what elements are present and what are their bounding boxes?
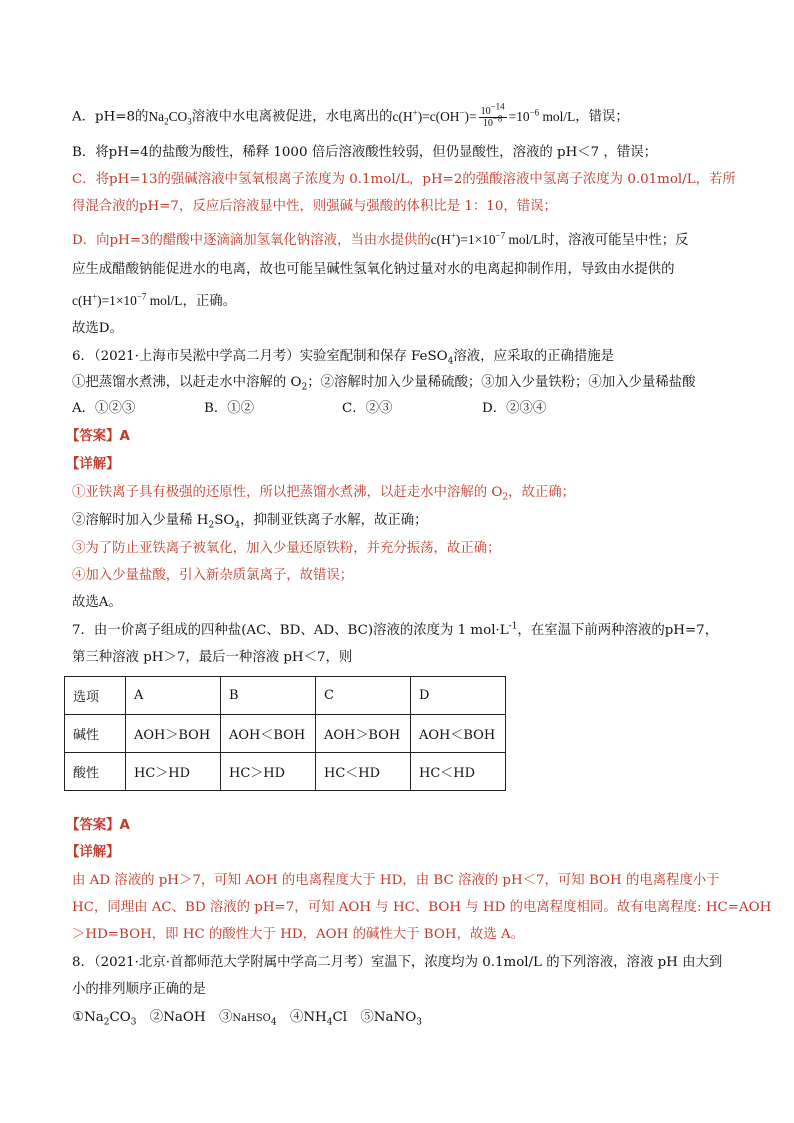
text: ，错误；	[575, 109, 629, 125]
choice-a: A．①②③	[72, 401, 136, 416]
fraction: $\frac{10^{-14}}{10^{-8}}$	[480, 101, 505, 129]
q5-option-d-line3: $c(H^+)=1\times 10^{-7}$ mol/L，正确。	[72, 291, 237, 308]
table-cell: AOH＜BOH	[221, 715, 316, 753]
table-cell: 碱性	[65, 715, 126, 753]
q7-explanation-2: HC，同理由 AC、BD 溶液的 pH=7，可知 AOH 与 HC、BOH 与 HD 的电离程度相同。故有电离程度: HC=AOH	[72, 900, 772, 915]
table-cell: HC＜HD	[316, 753, 411, 791]
q7-stem-line2: 第三种溶液 pH＞7，最后一种溶液 pH＜7，则	[72, 650, 353, 665]
q6-conclusion: 故选A。	[72, 595, 122, 610]
q5-option-c-line2: 得混合液的pH=7，反应后溶液显中性，则强碱与强酸的体积比是 1：10，错误；	[72, 199, 557, 214]
choice-b: B．①②	[204, 401, 255, 416]
table-cell: AOH＞BOH	[126, 715, 221, 753]
q6-stem: 6．（2021·上海市吴淞中学高二月考）实验室配制和保存 FeSO$_4$溶液，应采取的正确措施是	[72, 349, 615, 367]
table-cell: A	[126, 677, 221, 715]
choice-d: D．②③④	[482, 401, 547, 416]
q6-items: ①把蒸馏水煮沸，以赶走水中溶解的 $O_2$；②溶解时加入少量稀硫酸；③加入少量铁粉；④加入少量稀盐酸	[72, 375, 696, 393]
q6-explanation-1: ①亚铁离子具有极强的还原性，所以把蒸馏水煮沸，以赶走水中溶解的 $O_2$，故正确；	[72, 485, 576, 503]
table-cell: AOH＞BOH	[316, 715, 411, 753]
q5-option-a	[72, 101, 629, 129]
table-cell: HC＞HD	[221, 753, 316, 791]
table-row	[65, 753, 506, 791]
text: 溶液中水电离被促进，水电离出的	[191, 109, 393, 125]
table-cell: HC＜HD	[411, 753, 506, 791]
table-cell: C	[316, 677, 411, 715]
q6-detail-heading: 【详解】	[66, 457, 120, 472]
table-cell: 酸性	[65, 753, 126, 791]
q6-explanation-4: ④加入少量盐酸，引入新杂质氯离子，故错误；	[72, 568, 354, 583]
q5-option-c-line1: C．将pH=13的强碱溶液中氢氧根离子浓度为 0.1mol/L，pH=2的强酸溶液中氢离子浓度为 0.01mol/L，若所	[72, 172, 736, 187]
formula-ch-equation: c(H+)=c(OH−)= $\frac{10^{-14}}{10^{-8}}$ $=10^{-6}$ mol/L	[392, 101, 576, 129]
text: A．pH=8的	[72, 109, 149, 125]
q6-choices	[72, 400, 546, 418]
q5-option-b: B．将pH=4的盐酸为酸性，稀释 1000 倍后溶液酸性较弱，但仍显酸性，溶液的 pH＜7 ，错误；	[72, 145, 657, 160]
q7-stem-line1: 7．由一价离子组成的四种盐(AC、BD、AD、BC)溶液的浓度为 1 $mol\cdot L^{-1}$，在室温下前两种溶液的pH=7，	[72, 621, 719, 638]
q5-option-d-line2: 应生成醋酸钠能促进水的电离，故也可能呈碱性氢氧化钠过量对水的电离起抑制作用，导致由水提供的	[72, 262, 675, 277]
q7-explanation-1: 由 AD 溶液的 pH＞7，可知 AOH 的电离程度大于 HD，由 BC 溶液的 pH＜7，可知 BOH 的电离程度小于	[72, 873, 720, 888]
q7-answer: 【答案】A	[66, 818, 130, 833]
table-cell: HC＞HD	[126, 753, 221, 791]
table-cell: 选项	[65, 677, 126, 715]
q5-option-d-line1: D．向pH=3的醋酸中逐滴滴加氢氧化钠溶液，当由水提供的$c(H^+)=1\times 10^{-7}$ mol/L时，溶液可能呈中性；反	[72, 230, 689, 248]
q6-explanation-2: ②溶解时加入少量稀 $H_2SO_4$，抑制亚铁离子水解，故正确；	[72, 513, 428, 531]
formula-na2co3: $Na_2CO_3$	[148, 108, 192, 127]
q7-options-table	[64, 676, 506, 791]
table-cell: D	[411, 677, 506, 715]
q8-stem-line2: 小的排列顺序正确的是	[72, 982, 206, 997]
table-cell: AOH＜BOH	[411, 715, 506, 753]
table-header-row	[65, 677, 506, 715]
q7-detail-heading: 【详解】	[66, 845, 120, 860]
q5-conclusion: 故选D。	[72, 321, 123, 336]
q6-explanation-3: ③为了防止亚铁离子被氧化，加入少量还原铁粉，并充分振荡，故正确；	[72, 541, 501, 556]
choice-c: C．②③	[342, 401, 393, 416]
q7-explanation-3: ＞HD=BOH，即 HC 的酸性大于 HD，AOH 的碱性大于 BOH，故选 A。	[72, 927, 525, 942]
q8-items: $①Na_2CO_3$ ②NaOH ③NaHSO$_4$ $④NH_4Cl$ ⑤NaNO$_3$	[72, 1010, 422, 1028]
q8-stem-line1: 8．（2021·北京·首都师范大学附属中学高二月考）室温下，浓度均为 0.1mol/L 的下列溶液，溶液 pH 由大到	[72, 955, 723, 970]
q6-answer: 【答案】A	[66, 429, 130, 444]
table-row	[65, 715, 506, 753]
table-cell: B	[221, 677, 316, 715]
